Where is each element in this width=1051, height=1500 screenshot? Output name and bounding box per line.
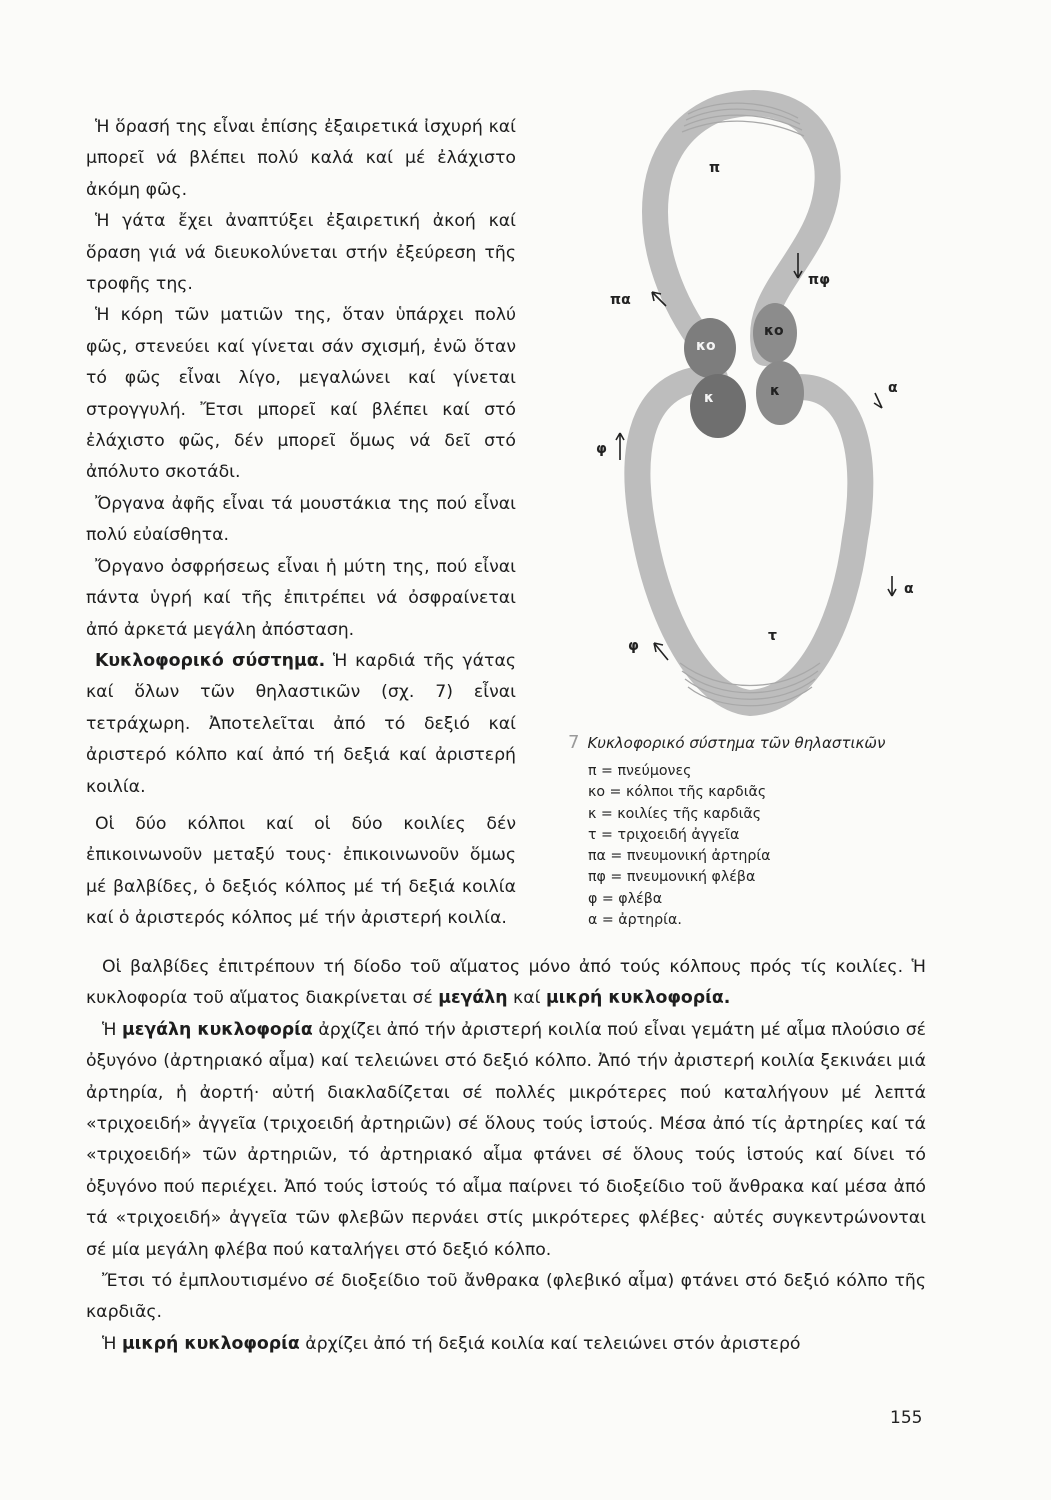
- legend-row: πα = πνευμονική ἀρτηρία: [588, 848, 771, 865]
- text-span: Ἡ: [102, 1333, 122, 1354]
- legend-key: πφ: [588, 869, 606, 886]
- bold-term-small: μικρή κυκλοφορία.: [545, 988, 731, 1009]
- paragraph-pupil: Ἡ κόρη τῶν ματιῶν της, ὅταν ὑπάρχει πολύ φῶς, στενεύει καί γίνεται σάν σχισμή, ἐνῶ ὅταν τό φῶς εἶναι λίγο, μεγαλώνει καί γίνεται στρογγυλή. Ἔτσι μπορεῖ καί βλέπει καί στό ἐλάχιστο φῶς, δέν μπορεῖ ὅμως νά δεῖ στό ἀπόλυτο σκοτάδι.: [86, 305, 516, 483]
- paragraph-valves: Οἱ δύο κόλποι καί οἱ δύο κοιλίες δέν ἐπικοινωνοῦν μεταξύ τους· ἐπικοινωνοῦν ὅμως μέ βαλβίδες, ὁ δεξιός κόλπος μέ τή δεξιά κοιλία καί ὁ ἀριστερός κόλπος μέ τήν ἀριστερή κοιλία.: [86, 813, 516, 929]
- label-ventricle-right: κ: [770, 383, 780, 399]
- figure-caption: [568, 732, 938, 931]
- label-capillaries: τ: [768, 628, 777, 644]
- legend-key: π: [588, 763, 597, 779]
- figure-legend: [588, 761, 938, 931]
- legend-value: κοιλίες τῆς καρδιᾶς: [617, 805, 762, 822]
- paragraph-circulatory: [86, 646, 516, 803]
- legend-row: κο = κόλποι τῆς καρδιᾶς: [588, 784, 767, 801]
- bold-term-large-circulation: μεγάλη κυκλοφορία: [122, 1019, 313, 1040]
- body-loop: [637, 378, 860, 703]
- label-ventricle-left: κ: [704, 390, 714, 406]
- paragraph-large-circulation: [86, 1015, 926, 1266]
- label-artery-upper: α: [888, 380, 898, 396]
- circulatory-diagram: [570, 88, 930, 738]
- paragraph-touch: Ὄργανα ἀφῆς εἶναι τά μουστάκια της πού εἶναι πολύ εὐαίσθητα.: [86, 493, 516, 546]
- legend-value: τριχοειδή ἀγγεῖα: [617, 826, 740, 843]
- legend-row: τ = τριχοειδή ἀγγεῖα: [588, 826, 740, 843]
- legend-row: φ = φλέβα: [588, 890, 663, 907]
- page-number: 155: [890, 1408, 923, 1428]
- legend-value: φλέβα: [618, 890, 663, 907]
- label-atrium-left: κο: [696, 338, 716, 354]
- caption-title: [568, 732, 938, 753]
- legend-row: πφ = πνευμονική φλέβα: [588, 869, 756, 886]
- paragraph-vision: Ἡ ὅρασή της εἶναι ἐπίσης ἐξαιρετικά ἰσχυρή καί μπορεῖ νά βλέπει πολύ καλά καί μέ ἐλάχιστο ἀκόμη φῶς.: [86, 117, 516, 200]
- diagram-drawing: [570, 88, 930, 738]
- caption-number: 7: [568, 732, 580, 753]
- legend-value: πνεύμονες: [617, 763, 692, 779]
- legend-key: κο: [588, 784, 606, 801]
- caption-title-text: Κυκλοφορικό σύστημα τῶν θηλαστικῶν: [587, 734, 886, 752]
- text-span: Ἡ: [102, 1019, 123, 1040]
- label-artery-lower: α: [904, 581, 914, 597]
- left-ventricle-shape: [690, 374, 746, 438]
- paragraph-smell: Ὄργανο ὀσφρήσεως εἶναι ἡ μύτη της, πού εἶναι πάντα ὑγρή καί τῆς ἐπιτρέπει νά ὀσφραίνεται ἀπό ἀρκετά μεγάλη ἀπόσταση.: [86, 556, 516, 640]
- label-vein-bottom: φ: [628, 638, 639, 654]
- right-ventricle-shape: [756, 361, 804, 425]
- paragraph-hearing: Ἡ γάτα ἔχει ἀναπτύξει ἐξαιρετική ἀκοή καί ὅραση γιά νά διευκολύνεται στήν ἐξεύρεση τῆς τροφῆς της.: [86, 211, 516, 295]
- full-width-text: [86, 952, 926, 1360]
- paragraph-venous-blood: Ἔτσι τό ἐμπλουτισμένο σέ διοξείδιο τοῦ ἄνθρακα (φλεβικό αἷμα) φτάνει στό δεξιό κόλπο τῆς καρδιᾶς.: [86, 1271, 926, 1323]
- legend-key: α: [588, 912, 598, 929]
- legend-value: ἀρτηρία.: [618, 912, 682, 929]
- text-span: ἀρχίζει ἀπό τήν ἀριστερή κοιλία πού εἶναι γεμάτη μέ αἷμα πλούσιο σέ ὀξυγόνο (ἀρτηριακό αἷμα) καί τελειώνει στό δεξιό κόλπο. Ἀπό τήν ἀριστερή κοιλία ξεκινάει μιά ἀρτηρία, ἡ ἀορτή· αὐτή διακλαδίζεται σέ πολλές μικρότερες πού καταλήγουν μέ λεπτά «τριχοειδή» ἀγγεῖα (τριχοειδή ἀρτηριῶν) σέ ὅλους τούς ἱστούς. Μέσα ἀπό τίς ἀρτηρίες καί τά «τριχοειδή» τῶν ἀρτηριῶν, τό ἀρτηριακό αἷμα φτάνει σέ ὅλους τούς ἱστούς καί δίνει τό ὀξυγόνο πού περιέχει. Ἀπό τούς ἱστούς τό αἷμα παίρνει τό διοξείδιο τοῦ ἄνθρακα καί μέσα ἀπό τά «τριχοειδή» ἀγγεῖα τῶν φλεβῶν περνάει στίς μικρότερες φλέβες· αὐτές συγκεντρώνονται σέ μία μεγάλη φλέβα πού καταλήγει στό δεξιό κόλπο.: [86, 1019, 927, 1260]
- bold-term-large: μεγάλη: [438, 988, 508, 1009]
- legend-value: κόλποι τῆς καρδιᾶς: [625, 784, 767, 801]
- circulatory-heading: Κυκλοφορικό σύστημα.: [95, 650, 326, 671]
- text-span: καί: [507, 988, 546, 1009]
- legend-key: φ: [588, 890, 598, 907]
- legend-value: πνευμονική φλέβα: [626, 869, 756, 886]
- label-vein-left: φ: [596, 441, 607, 457]
- legend-value: πνευμονική ἀρτηρία: [626, 848, 771, 865]
- text-span: Οἱ βαλβίδες ἐπιτρέπουν τή δίοδο τοῦ αἵματος μόνο ἀπό τούς κόλπους πρός τίς κοιλίες. Ἡ κυκλοφορία τοῦ αἵματος διακρίνεται σέ: [86, 957, 926, 1009]
- text-span: ἀρχίζει ἀπό τή δεξιά κοιλία καί τελειώνει στόν ἀριστερό: [299, 1333, 801, 1354]
- lung-loop: [655, 103, 831, 353]
- label-pulmonary-vein: πφ: [808, 272, 831, 288]
- label-lungs: π: [709, 160, 721, 176]
- legend-key: πα: [588, 848, 606, 865]
- paragraph-small-circulation: [86, 1329, 926, 1360]
- circulatory-text: Ἡ καρδιά τῆς γάτας καί ὅλων τῶν θηλαστικῶν (σχ. 7) εἶναι τετράχωρη. Ἀποτελεῖται ἀπό τό δεξιό καί ἀριστερό κόλπο καί ἀπό τή δεξιά καί ἀριστερή κοιλία.: [86, 650, 516, 797]
- legend-row: α = ἀρτηρία.: [588, 912, 682, 929]
- bold-term-small-circulation: μικρή κυκλοφορία: [121, 1333, 300, 1354]
- legend-row: κ = κοιλίες τῆς καρδιᾶς: [588, 805, 762, 822]
- paragraph-circulation-types: [86, 952, 926, 1015]
- label-pulmonary-artery: πα: [610, 292, 631, 308]
- legend-key: κ: [588, 805, 597, 822]
- left-column: [86, 112, 516, 935]
- legend-row: π = πνεύμονες: [588, 763, 692, 779]
- legend-key: τ: [588, 826, 597, 843]
- label-atrium-right: κο: [764, 323, 784, 339]
